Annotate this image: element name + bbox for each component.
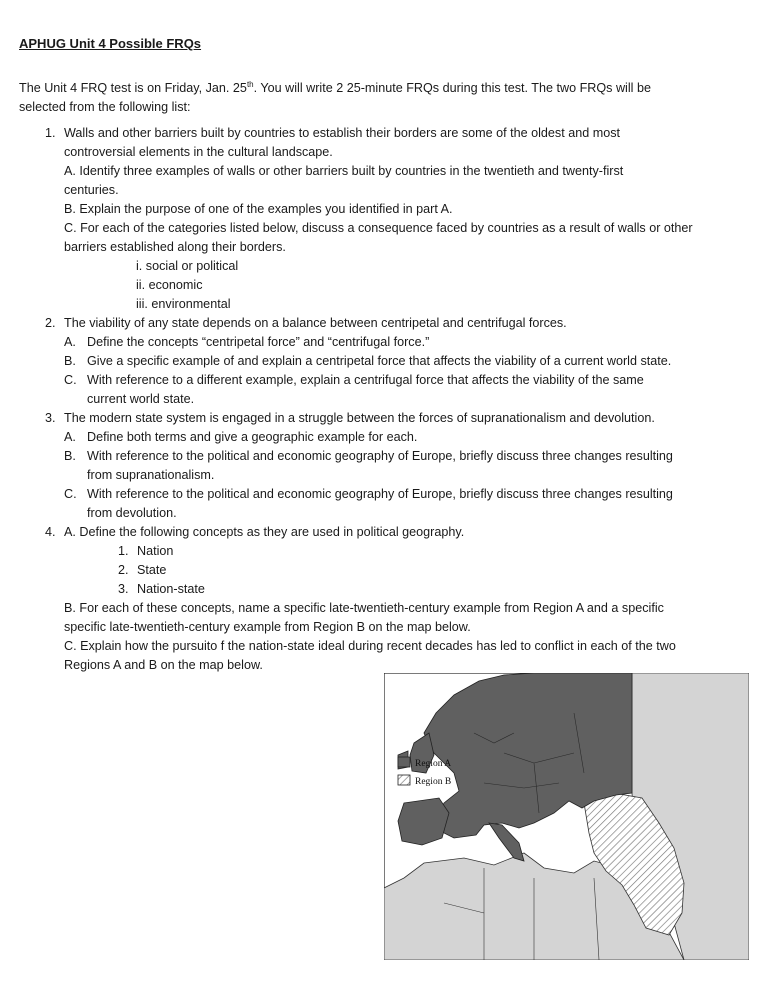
q3-part-a-label: A. xyxy=(64,430,76,444)
q1-sub-ii: ii. economic xyxy=(136,278,203,292)
region-a-iberia xyxy=(398,798,449,845)
intro-text-2: . You will write 2 25-minute FRQs during this test. The two FRQs will be xyxy=(253,81,651,95)
q4-list-3-number: 3. xyxy=(118,582,129,596)
q2-part-c-line1: With reference to a different example, explain a centrifugal force that affects the viability of the same xyxy=(87,373,644,387)
q1-stem-line1: Walls and other barriers built by countries to establish their borders are some of the oldest and most xyxy=(64,126,621,140)
legend-label-b: Region B xyxy=(415,777,452,787)
q2-part-b-label: B. xyxy=(64,354,76,368)
intro-text-1: The Unit 4 FRQ test is on Friday, Jan. 25 xyxy=(19,81,247,95)
q3-part-a: Define both terms and give a geographic example for each. xyxy=(87,430,418,444)
q1-part-a-line1: A. Identify three examples of walls or other barriers built by countries in the twentieth and twenty-first xyxy=(64,164,624,178)
q4-list-3: Nation-state xyxy=(137,582,205,596)
intro-superscript: th xyxy=(246,79,254,89)
q3-part-b-line2: from supranationalism. xyxy=(87,468,215,482)
q2-part-c-line2: current world state. xyxy=(87,392,195,406)
q4-list-1-number: 1. xyxy=(118,544,129,558)
q4-part-c-line2: Regions A and B on the map below. xyxy=(64,658,263,672)
intro-paragraph xyxy=(19,79,719,117)
q4-list-2: State xyxy=(137,563,167,577)
q3-part-c-line2: from devolution. xyxy=(87,506,177,520)
q2-part-a-label: A. xyxy=(64,335,76,349)
q1-sub-iii: iii. environmental xyxy=(136,297,231,311)
legend-swatch-a xyxy=(398,757,410,767)
q2-part-b: Give a specific example of and explain a centripetal force that affects the viability of a current world state. xyxy=(87,354,672,368)
q4-number: 4. xyxy=(45,525,56,539)
q4-part-c-line1: C. Explain how the pursuito f the nation-state ideal during recent decades has led to conflict in each of the two xyxy=(64,639,676,653)
q3-part-b-line1: With reference to the political and economic geography of Europe, briefly discuss three changes resulting xyxy=(87,449,673,463)
q1-part-b: B. Explain the purpose of one of the examples you identified in part A. xyxy=(64,202,453,216)
q2-part-c-label: C. xyxy=(64,373,77,387)
q1-sub-i: i. social or political xyxy=(136,259,239,273)
document-title: APHUG Unit 4 Possible FRQs xyxy=(19,36,202,51)
q3-part-c-label: C. xyxy=(64,487,77,501)
q1-stem-line2: controversial elements in the cultural landscape. xyxy=(64,145,333,159)
region-map xyxy=(384,673,749,960)
q3-number: 3. xyxy=(45,411,56,425)
q3-part-c-line1: With reference to the political and economic geography of Europe, briefly discuss three changes resulting xyxy=(87,487,673,501)
intro-text-3: selected from the following list: xyxy=(19,100,191,114)
q1-part-a-line2: centuries. xyxy=(64,183,119,197)
q2-number: 2. xyxy=(45,316,56,330)
q4-part-b-line1: B. For each of these concepts, name a specific late-twentieth-century example from Region A and a specific xyxy=(64,601,664,615)
q1-part-c-line2: barriers established along their borders. xyxy=(64,240,286,254)
q4-list-2-number: 2. xyxy=(118,563,129,577)
q4-list-1: Nation xyxy=(137,544,174,558)
q1-number: 1. xyxy=(45,126,56,140)
q1-part-c-line1: C. For each of the categories listed below, discuss a consequence faced by countries as a result of walls or other xyxy=(64,221,693,235)
q4-part-b-line2: specific late-twentieth-century example from Region B on the map below. xyxy=(64,620,471,634)
legend-label-a: Region A xyxy=(415,759,452,769)
legend-swatch-b xyxy=(398,775,410,785)
q3-stem: The modern state system is engaged in a struggle between the forces of supranationalism and devolution. xyxy=(64,411,655,425)
q2-part-a: Define the concepts “centripetal force” and “centrifugal force.” xyxy=(87,335,430,349)
q4-part-a: A. Define the following concepts as they are used in political geography. xyxy=(64,525,465,539)
q3-part-b-label: B. xyxy=(64,449,76,463)
q2-stem: The viability of any state depends on a balance between centripetal and centrifugal forces. xyxy=(64,316,567,330)
